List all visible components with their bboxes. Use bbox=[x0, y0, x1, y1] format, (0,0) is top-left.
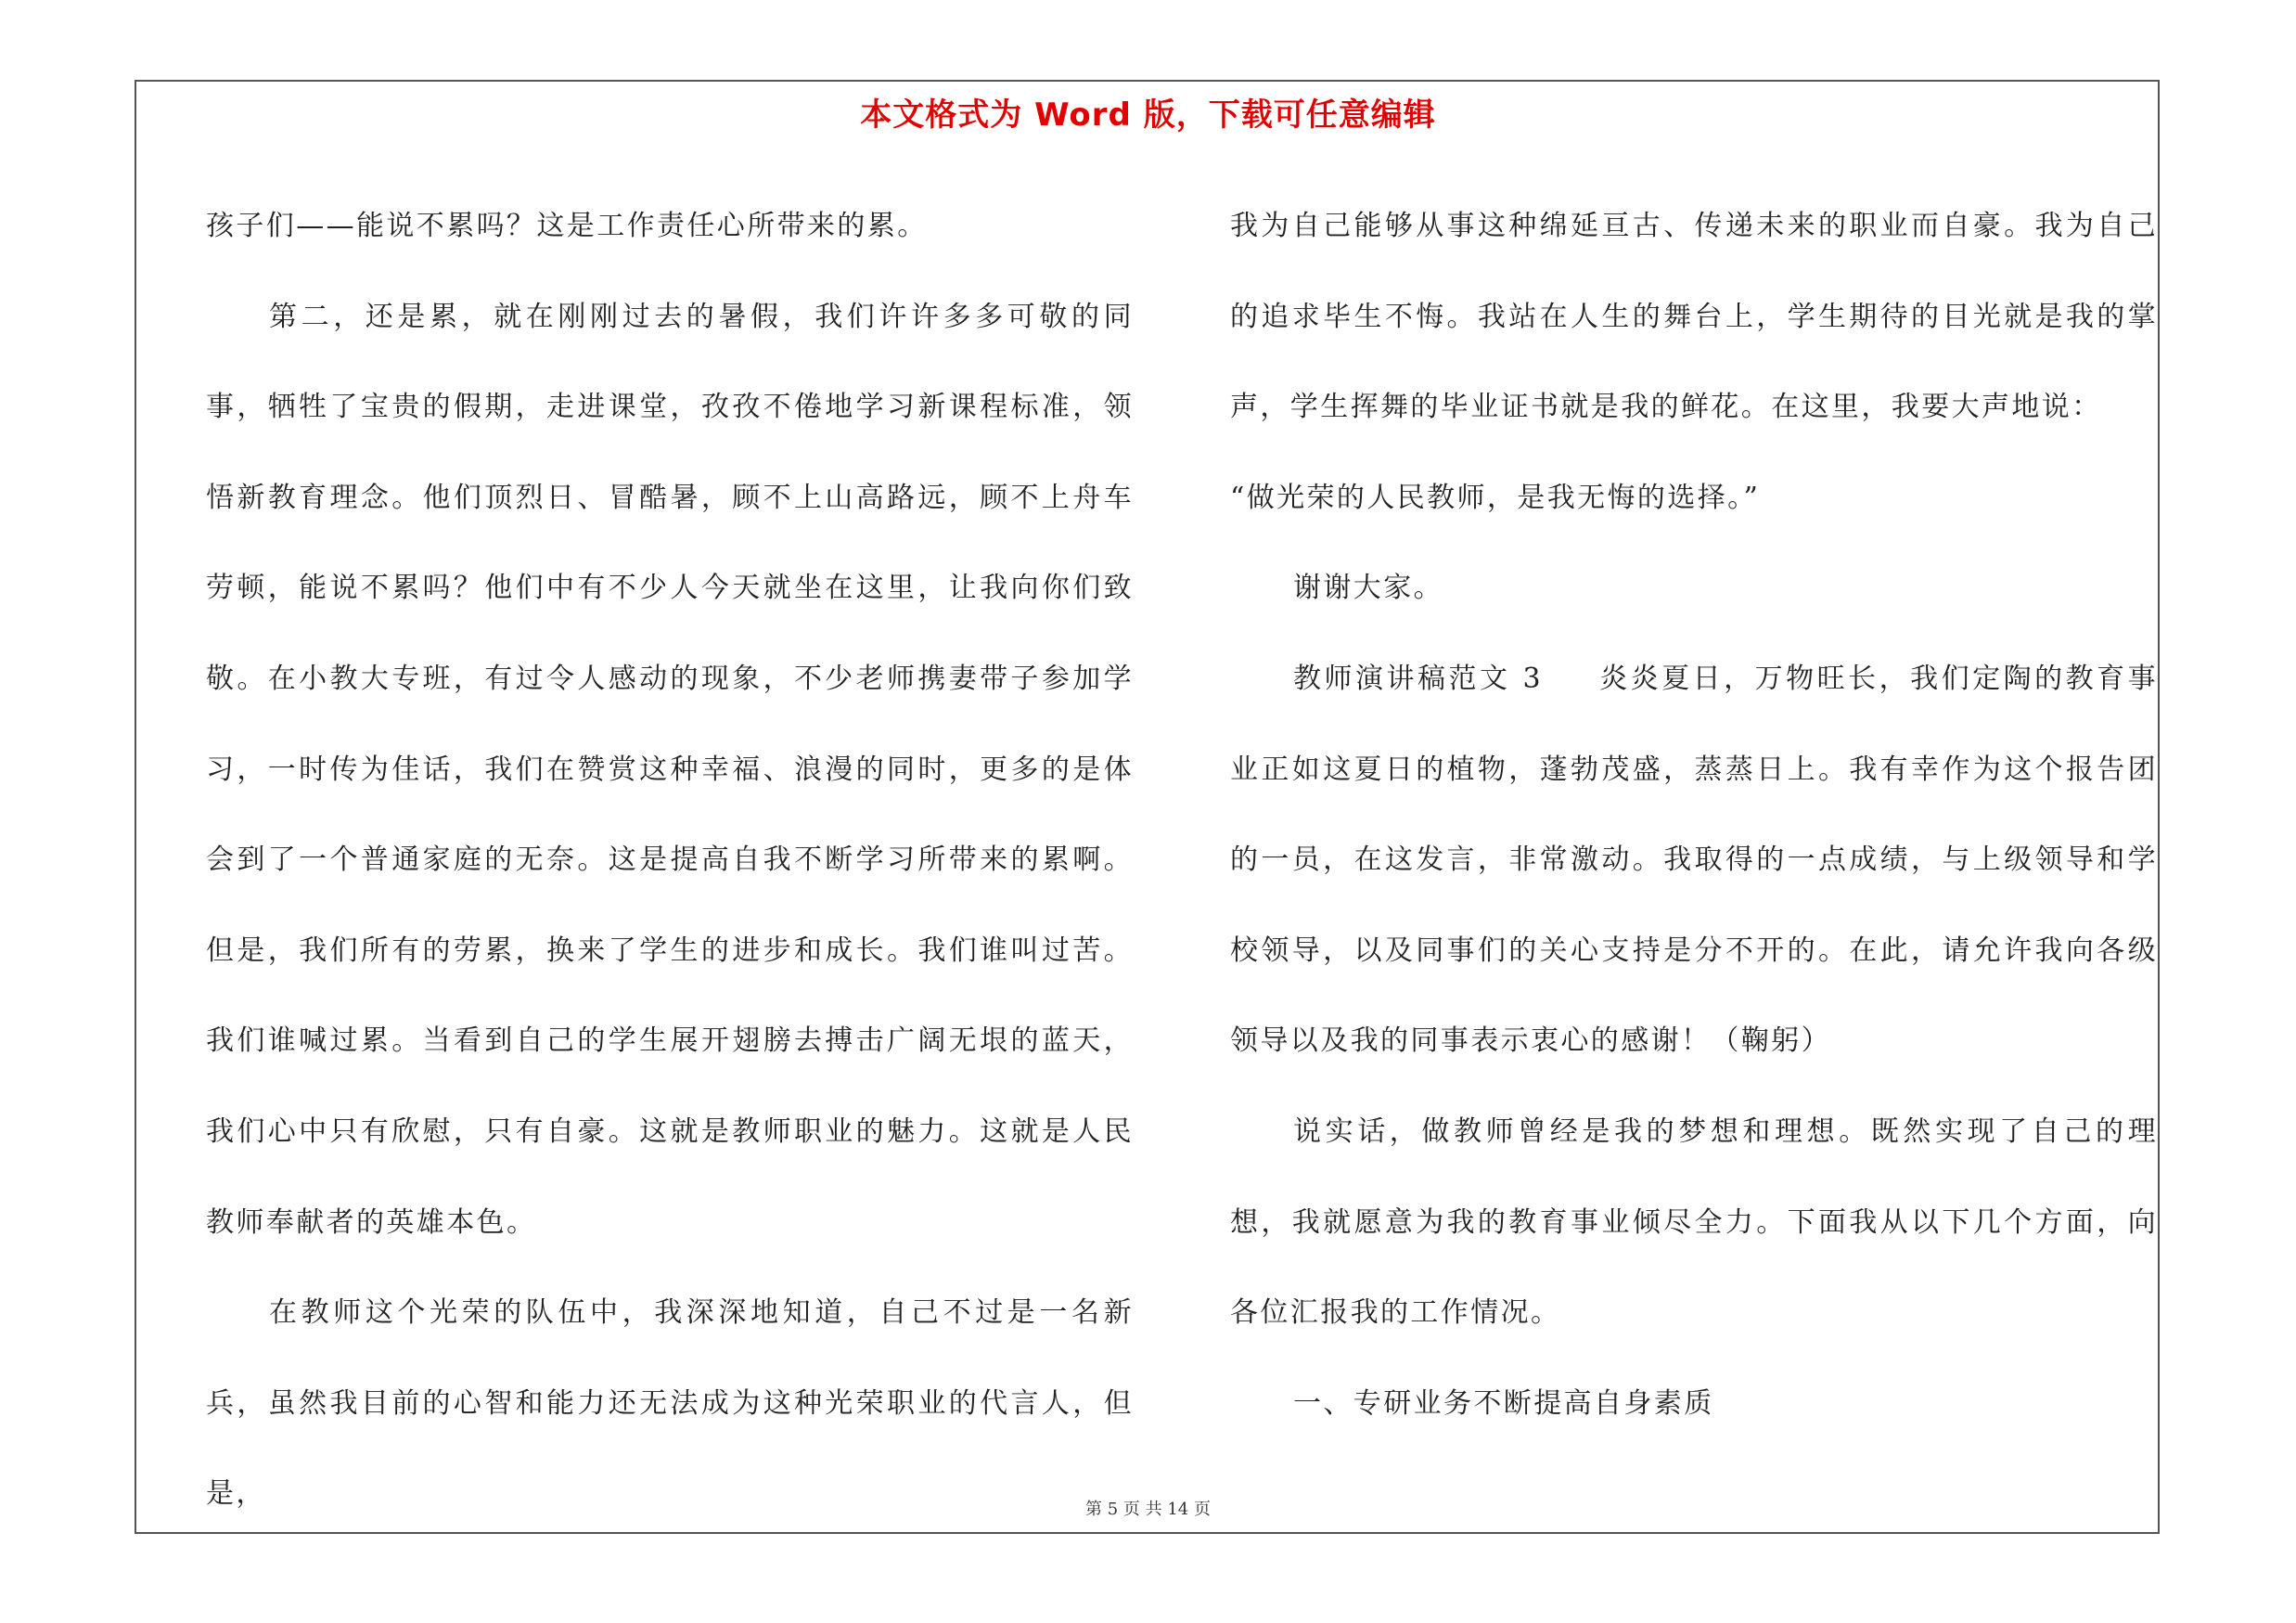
paragraph: 孩子们——能说不累吗？这是工作责任心所带来的累。 bbox=[206, 210, 928, 242]
paragraph: 说实话，做教师曾经是我的梦想和理想。既然实现了自己的理想，我就愿意为我的教育事业倾尽全力。下面我从以下几个方面，向各位汇报我的工作情况。 bbox=[1230, 1114, 2158, 1330]
quote-paragraph: “做光荣的人民教师，是我无悔的选择。” bbox=[1230, 481, 1761, 514]
right-column bbox=[1230, 181, 2158, 1449]
word-format-banner: 本文格式为 Word 版，下载可任意编辑 bbox=[860, 97, 1436, 134]
page-number-footer: 第 5 页 共 14 页 bbox=[1085, 1500, 1211, 1519]
left-column bbox=[206, 181, 1134, 1539]
paragraph: 谢谢大家。 bbox=[1293, 572, 1443, 605]
paragraph: 在教师这个光荣的队伍中，我深深地知道，自己不过是一名新兵，虽然我目前的心智和能力还无法成为这种光荣职业的代言人，但是， bbox=[206, 1296, 1134, 1511]
paragraph: 我为自己能够从事这种绵延亘古、传递未来的职业而自豪。我为自己的追求毕生不悔。我站在人生的舞台上，学生期待的目光就是我的掌声，学生挥舞的毕业证书就是我的鲜花。在这里，我要大声地说： bbox=[1230, 210, 2158, 424]
paragraph: 第二，还是累，就在刚刚过去的暑假，我们许许多多可敬的同事，牺牲了宝贵的假期，走进课堂，孜孜不倦地学习新课程标准，领悟新教育理念。他们顶烈日、冒酷暑，顾不上山高路远，顾不上舟车劳顿，能说不累吗？他们中有不少人今天就坐在这里，让我向你们致敬。在小教大专班，有过令人感动的现象，不少老师携妻带子参加学习，一时传为佳话，我们在赞赏这种幸福、浪漫的同时，更多的是体会到了一个普通家庭的无奈。这是提高自我不断学习所带来的累啊。但是，我们所有的劳累，换来了学生的进步和成长。我们谁叫过苦。我们谁喊过累。当看到自己的学生展开翅膀去搏击广阔无垠的蓝天，我们心中只有欣慰，只有自豪。这就是教师职业的魅力。这就是人民教师奉献者的英雄本色。 bbox=[206, 300, 1134, 1239]
section-title: 教师演讲稿范文 3 bbox=[1293, 662, 1544, 695]
heading-paragraph: 一、专研业务不断提高自身素质 bbox=[1293, 1386, 1714, 1420]
paragraph bbox=[1230, 634, 2158, 1087]
section-body: 炎炎夏日，万物旺长，我们定陶的教育事业正如这夏日的植物，蓬勃茂盛，蒸蒸日上。我有幸作为这个报告团的一员，在这发言，非常激动。我取得的一点成绩，与上级领导和学校领导，以及同事们的关心支持是分不开的。在此，请允许我向各级领导以及我的同事表示衷心的感谢！（鞠躬） bbox=[1230, 662, 2158, 1058]
